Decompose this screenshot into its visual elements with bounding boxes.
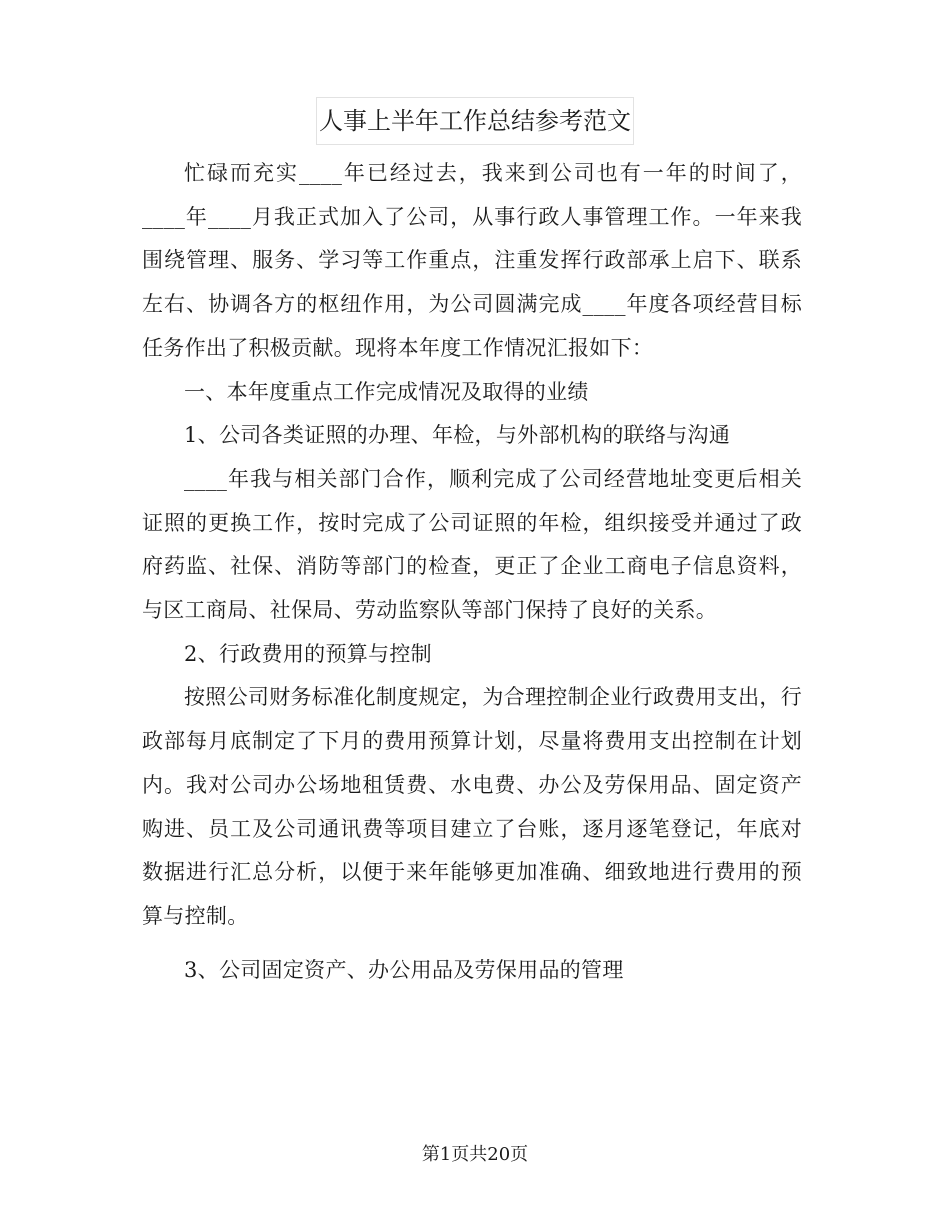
subsection-heading-1: 1、公司各类证照的办理、年检，与外部机构的联络与沟通 <box>184 423 731 448</box>
section-heading-1: 一、本年度重点工作完成情况及取得的业绩 <box>184 379 589 404</box>
subsection-heading-2: 2、行政费用的预算与控制 <box>184 641 432 666</box>
paragraph-intro: 忙碌而充实____年已经过去，我来到公司也有一年的时间了，____年____月我正式加入了公司，从事行政人事管理工作。一年来我围绕管理、服务、学习等工作重点，注重发挥行政部承上启下、联系左右、协调各方的枢纽作用，为公司圆满完成____年度各项经营目标任务作出了积极贡献。现将本年度工作情况汇报如下： <box>142 161 802 360</box>
page-number: 第1页共20页 <box>421 1144 529 1165</box>
document-title: 人事上半年工作总结参考范文 <box>316 97 634 145</box>
page-footer <box>0 1140 950 1170</box>
paragraph-licenses: ____年我与相关部门合作，顺利完成了公司经营地址变更后相关证照的更换工作，按时完成了公司证照的年检，组织接受并通过了政府药监、社保、消防等部门的检查，更正了企业工商电子信息资料，与区工商局、社保局、劳动监察队等部门保持了良好的关系。 <box>142 466 802 623</box>
document-body <box>142 152 802 992</box>
subsection-heading-3: 3、公司固定资产、办公用品及劳保用品的管理 <box>184 957 624 982</box>
paragraph-budget: 按照公司财务标准化制度规定，为合理控制企业行政费用支出，行政部每月底制定了下月的费用预算计划，尽量将费用支出控制在计划内。我对公司办公场地租赁费、水电费、办公及劳保用品、固定资产购进、员工及公司通讯费等项目建立了台账，逐月逐笔登记，年底对数据进行汇总分析，以便于来年能够更加准确、细致地进行费用的预算与控制。 <box>142 685 802 928</box>
title-container <box>0 97 950 145</box>
